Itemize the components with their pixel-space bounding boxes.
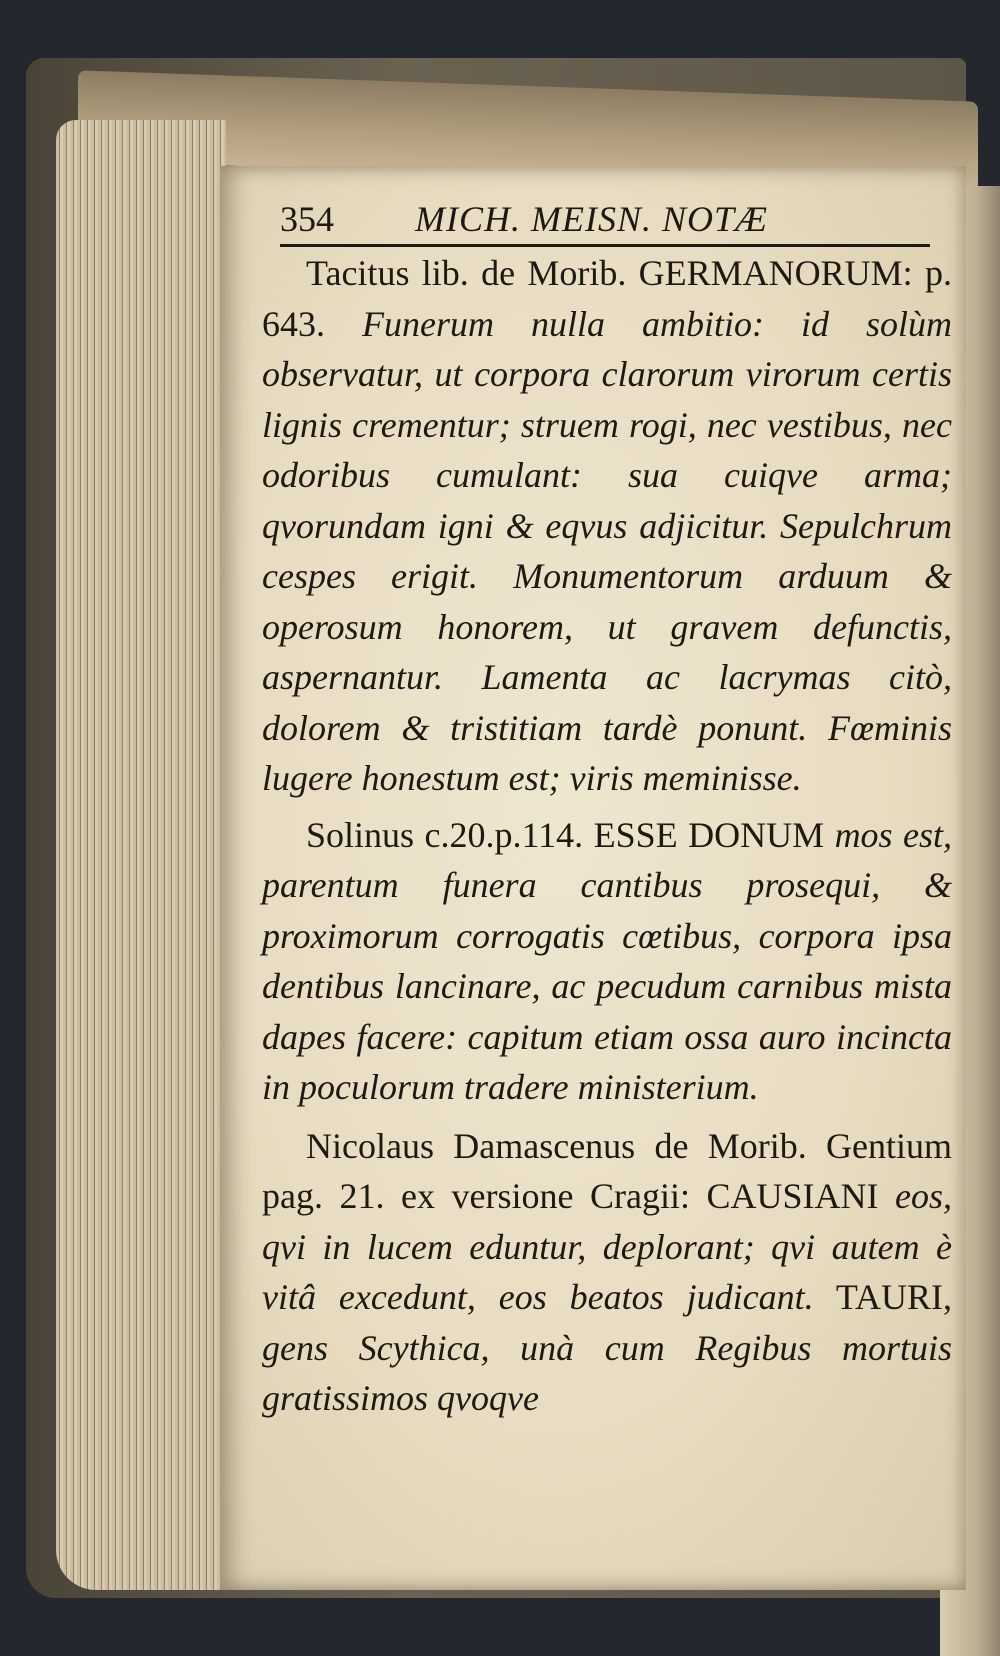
- tauri-heading: TAURI,: [835, 1277, 952, 1317]
- paragraph-nicolaus: [262, 1121, 952, 1424]
- citation-nicolaus: Nicolaus Damascenus de Morib. Gentium pag. 21. ex versione Cragii: CAUSIANI: [262, 1125, 952, 1216]
- page-header: [280, 196, 930, 247]
- page-stack-edge: [56, 120, 226, 1590]
- paragraph-solinus: [262, 810, 952, 1113]
- body-text: [262, 248, 952, 1430]
- paragraph-tacitus: [262, 248, 952, 804]
- citation-solinus: Solinus c.20.p.114. ESSE DONUM: [306, 814, 825, 855]
- quote-solinus: mos est, parentum funera cantibus prosequi, & proximorum corrogatis cœtibus, corpora ipsa dentibus lancinare, ac pecudum carnibus mista dapes facere: capitum etiam ossa auro incincta in poculorum tradere ministerium.: [262, 814, 953, 1107]
- quote-tauri: gens Scythica, unà cum Regibus mortuis gratissimos qvoqve: [262, 1327, 952, 1418]
- page-number: 354: [280, 199, 334, 239]
- citation-tacitus: Tacitus lib. de Morib. GERMANORUM: p. 643.: [262, 253, 952, 344]
- running-head: MICH. MEISN. NOTÆ: [415, 199, 769, 239]
- book-page: [220, 166, 966, 1590]
- quote-tacitus: Funerum nulla ambitio: id solùm observatur, ut corpora clarorum virorum certis lignis crementur; struem rogi, nec vestibus, nec odoribus cumulant: sua cuiqve arma; qvorundam igni & eqvus adjicitur. Sepulchrum cespes erigit. Monumentorum arduum & operosum honorem, ut gravem defunctis, aspernantur. Lamenta ac lacrymas citò, dolorem & tristitiam tardè ponunt. Fœminis lugere honestum est; viris meminisse.: [262, 303, 953, 798]
- quote-nicolaus: eos, qvi in lucem eduntur, deplorant; qvi autem è vitâ excedunt, eos beatos judicant.: [262, 1176, 952, 1317]
